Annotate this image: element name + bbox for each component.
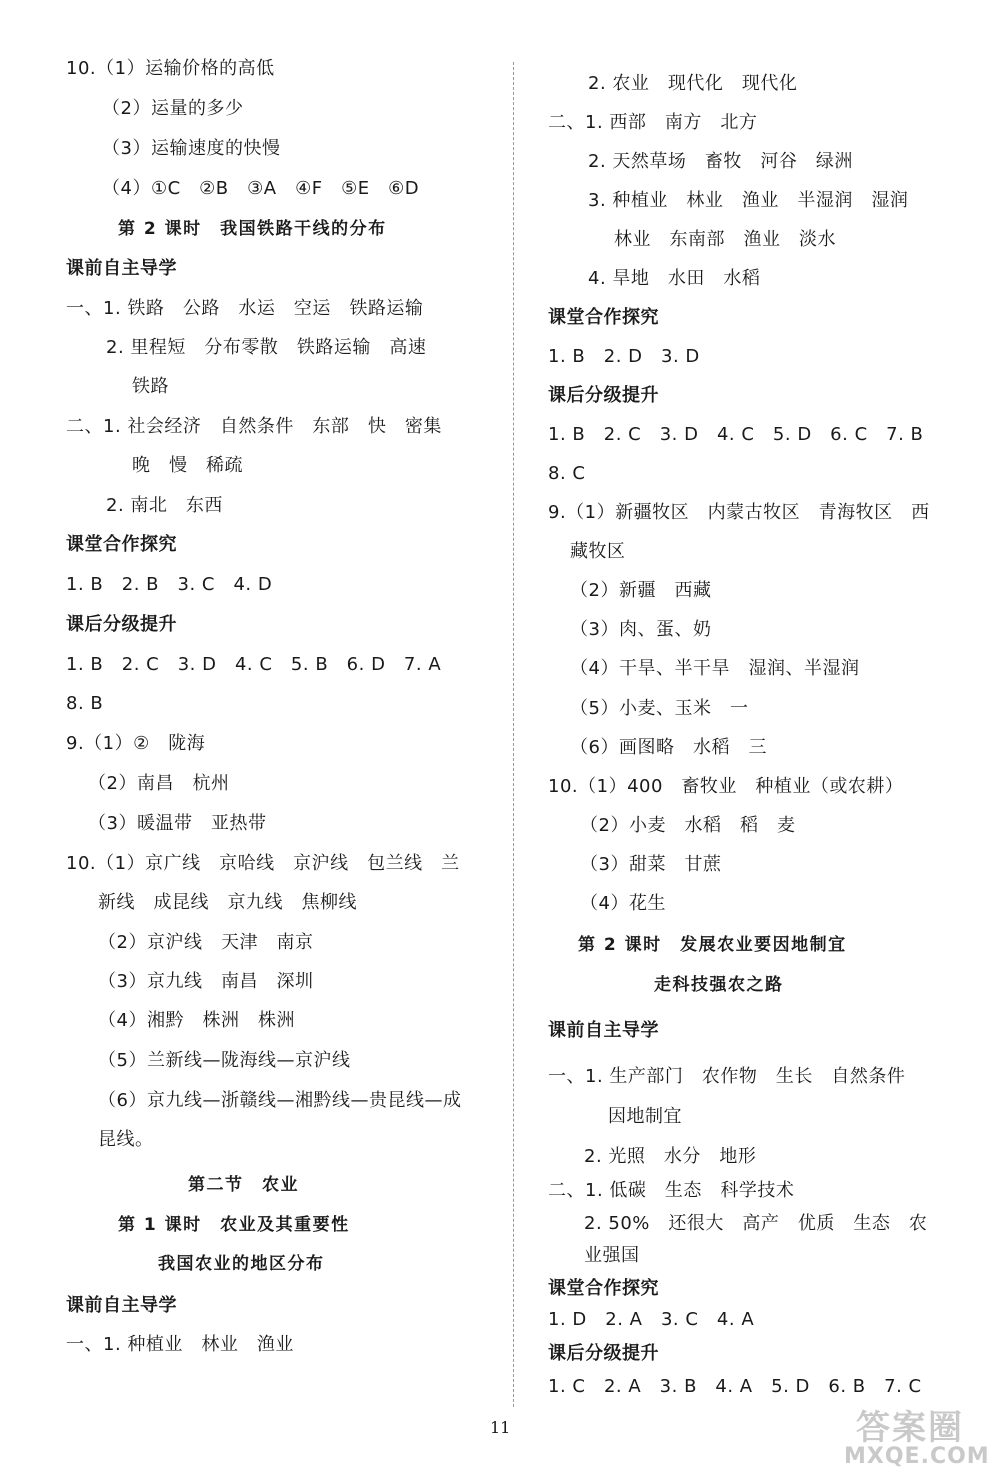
answer-line: （2）南昌 杭州 — [88, 773, 230, 794]
lesson-title: 第 1 课时 农业及其重要性 — [118, 1215, 350, 1235]
answer-line: （5）小麦、玉米 一 — [570, 698, 749, 719]
answer-line: 1. B 2. C 3. D 4. C 5. B 6. D 7. A — [66, 654, 442, 675]
answer-line: 2. 光照 水分 地形 — [584, 1146, 757, 1167]
answer-line: （3）暖温带 亚热带 — [88, 813, 267, 834]
answer-line: （2）运量的多少 — [102, 98, 244, 119]
lesson-title: 第二节 农业 — [188, 1175, 299, 1195]
section-heading: 课后分级提升 — [548, 1343, 659, 1364]
answer-line: 2. 里程短 分布零散 铁路运输 高速 — [106, 337, 427, 358]
answer-line: 2. 50% 还很大 高产 优质 生态 农 — [584, 1213, 928, 1234]
lesson-title: 第 2 课时 发展农业要因地制宜 — [578, 935, 847, 955]
answer-line: 8. C — [548, 463, 586, 484]
section-heading: 课后分级提升 — [66, 614, 177, 635]
answer-line: （3）肉、蛋、奶 — [570, 619, 712, 640]
section-heading: 课前自主导学 — [66, 1295, 177, 1316]
answer-line: （3）运输速度的快慢 — [102, 138, 281, 159]
answer-line: （4）花生 — [580, 893, 666, 914]
watermark-text: 答案圈 — [856, 1408, 964, 1448]
answer-line: （4）湘黔 株洲 株洲 — [98, 1010, 295, 1031]
answer-line: （4）干旱、半干旱 湿润、半湿润 — [570, 658, 860, 679]
lesson-title: 第 2 课时 我国铁路干线的分布 — [118, 219, 387, 239]
answer-line: 铁路 — [132, 376, 169, 397]
watermark-url: MXQE.COM — [844, 1444, 990, 1469]
answer-line: 二、1. 低碳 生态 科学技术 — [548, 1180, 795, 1201]
answer-line: （4）①C ②B ③A ④F ⑤E ⑥D — [102, 178, 420, 199]
lesson-title: 走科技强农之路 — [654, 975, 784, 995]
answer-line: 二、1. 西部 南方 北方 — [548, 112, 758, 133]
answer-line: 4. 旱地 水田 水稻 — [588, 268, 761, 289]
answer-line: 1. C 2. A 3. B 4. A 5. D 6. B 7. C — [548, 1376, 922, 1397]
answer-line: 一、1. 生产部门 农作物 生长 自然条件 — [548, 1066, 906, 1087]
answer-line: （3）京九线 南昌 深圳 — [98, 971, 314, 992]
answer-line: 一、1. 铁路 公路 水运 空运 铁路运输 — [66, 298, 424, 319]
answer-line: 9.（1）② 陇海 — [66, 733, 206, 754]
answer-line: 10.（1）运输价格的高低 — [66, 58, 275, 79]
answer-line: 昆线。 — [98, 1129, 154, 1150]
answer-line: （2）京沪线 天津 南京 — [98, 932, 314, 953]
answer-line: 新线 成昆线 京九线 焦柳线 — [98, 892, 357, 913]
answer-line: 10.（1）京广线 京哈线 京沪线 包兰线 兰 — [66, 853, 460, 874]
section-heading: 课前自主导学 — [66, 258, 177, 279]
answer-line: 2. 南北 东西 — [106, 495, 223, 516]
answer-line: 2. 农业 现代化 现代化 — [588, 73, 798, 94]
answer-line: 林业 东南部 渔业 淡水 — [614, 229, 836, 250]
lesson-title: 我国农业的地区分布 — [158, 1254, 325, 1274]
section-heading: 课堂合作探究 — [548, 1278, 659, 1299]
answer-line: 1. D 2. A 3. C 4. A — [548, 1309, 755, 1330]
answer-line: （6）画图略 水稻 三 — [570, 737, 767, 758]
answer-line: 2. 天然草场 畜牧 河谷 绿洲 — [588, 151, 853, 172]
answer-line: （2）新疆 西藏 — [570, 580, 712, 601]
answer-line: （5）兰新线—陇海线—京沪线 — [98, 1050, 351, 1071]
section-heading: 课后分级提升 — [548, 385, 659, 406]
watermark-logo — [834, 1400, 994, 1474]
answer-line: 藏牧区 — [570, 541, 626, 562]
page-number: 11 — [490, 1418, 511, 1437]
answer-line: （2）小麦 水稻 稻 麦 — [580, 815, 796, 836]
answer-line: 1. B 2. C 3. D 4. C 5. D 6. C 7. B — [548, 424, 924, 445]
answer-line: 1. B 2. D 3. D — [548, 346, 700, 367]
answer-line: 业强国 — [584, 1245, 640, 1266]
section-heading: 课前自主导学 — [548, 1020, 659, 1041]
answer-line: 因地制宜 — [608, 1106, 682, 1127]
answer-line: 一、1. 种植业 林业 渔业 — [66, 1334, 294, 1355]
answer-line: （6）京九线—浙赣线—湘黔线—贵昆线—成 — [98, 1090, 462, 1111]
answer-line: 10.（1）400 畜牧业 种植业（或农耕） — [548, 776, 904, 797]
answer-line: 3. 种植业 林业 渔业 半湿润 湿润 — [588, 190, 909, 211]
section-heading: 课堂合作探究 — [548, 307, 659, 328]
answer-line: 1. B 2. B 3. C 4. D — [66, 574, 273, 595]
answer-line: （3）甜菜 甘蔗 — [580, 854, 722, 875]
column-divider — [513, 62, 515, 1407]
answer-line: 二、1. 社会经济 自然条件 东部 快 密集 — [66, 416, 442, 437]
answer-line: 9.（1）新疆牧区 内蒙古牧区 青海牧区 西 — [548, 502, 930, 523]
answer-line: 晚 慢 稀疏 — [132, 455, 243, 476]
section-heading: 课堂合作探究 — [66, 534, 177, 555]
answer-line: 8. B — [66, 693, 104, 714]
